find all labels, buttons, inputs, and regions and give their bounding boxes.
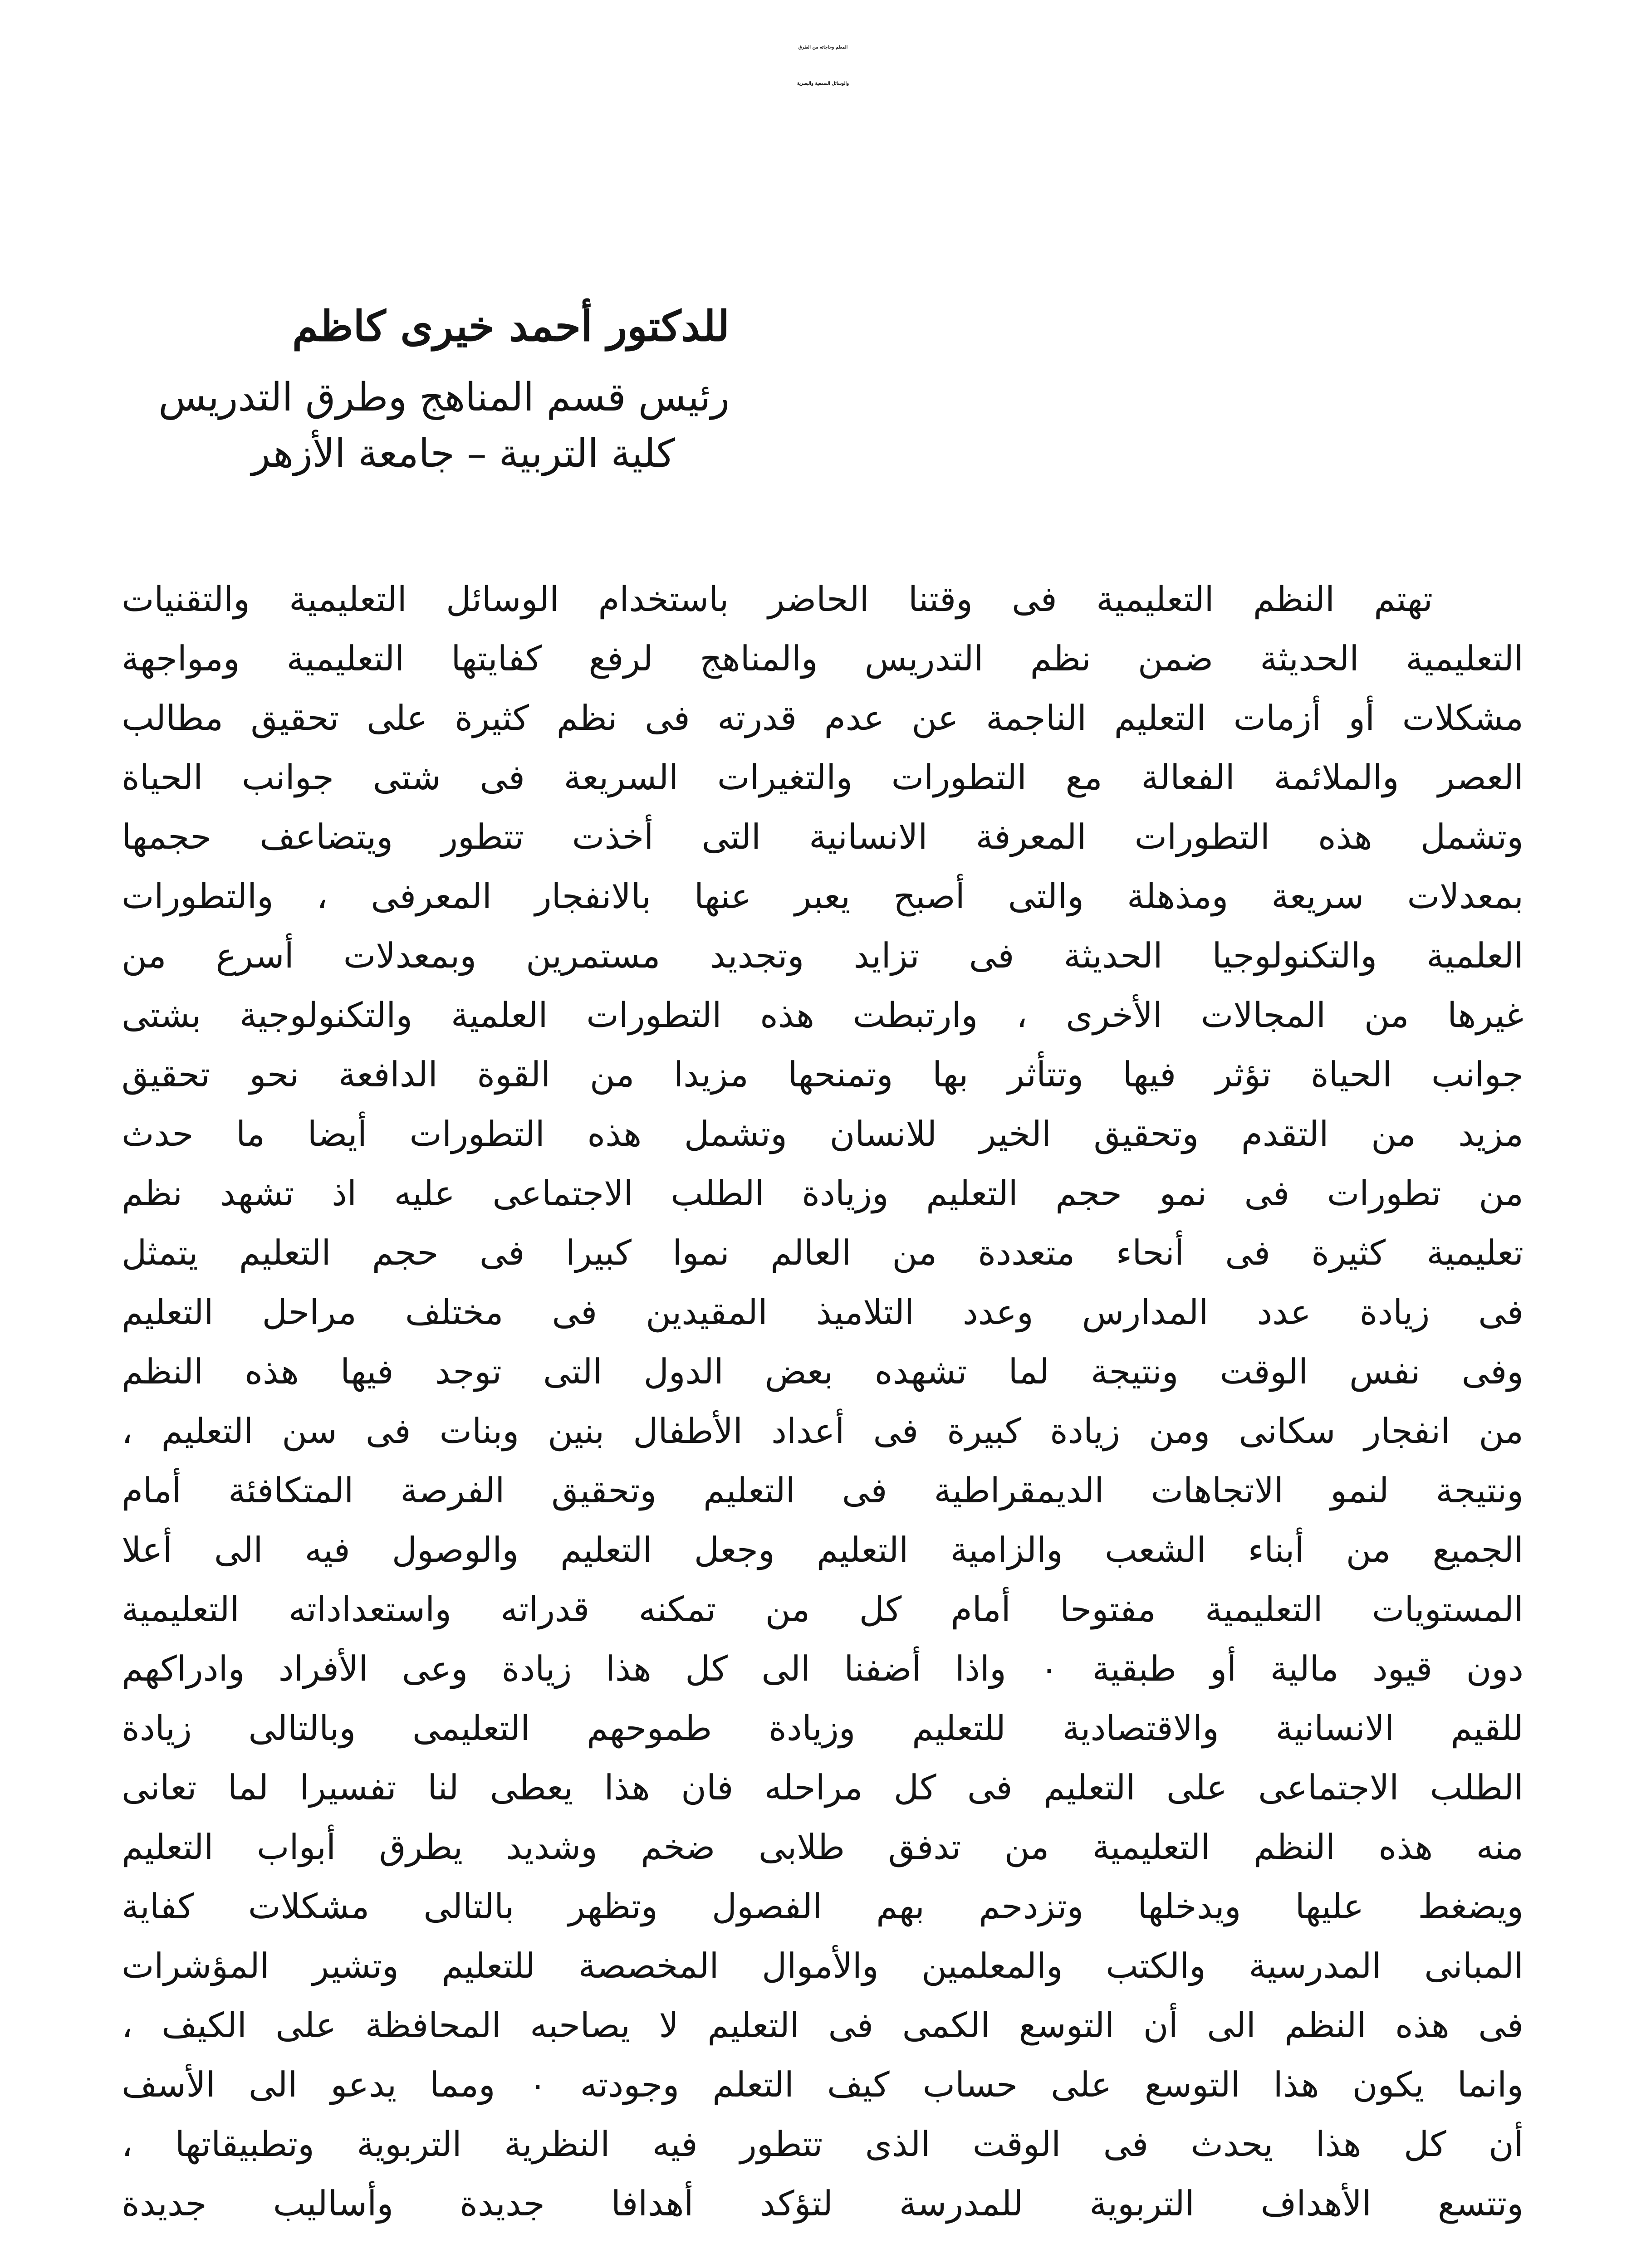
body-line: بمعدلات سريعة ومذهلة والتى أصبح يعبر عنها بالانفجار المعرفى ، والتطورات [122, 876, 1524, 916]
body-line: غيرها من المجالات الأخرى ، وارتبطت هذه التطورات العلمية والتكنولوجية بشتى [122, 995, 1524, 1035]
body-line: التعليمية الحديثة ضمن نظم التدريس والمناهج لرفع كفايتها التعليمية ومواجهة [122, 638, 1524, 679]
title-line-2: والوسائل السمعية والبصرية [797, 81, 849, 86]
body-line: العصر والملائمة الفعالة مع التطورات والتغيرات السريعة فى شتى جوانب الحياة [122, 757, 1524, 797]
body-line: ونتيجة لنمو الاتجاهات الديمقراطية فى التعليم وتحقيق الفرصة المتكافئة أمام [122, 1470, 1524, 1510]
body-text [122, 569, 1524, 2233]
title-line-1: المعلم وحاجاته من الطرق [798, 45, 848, 50]
body-line: وانما يكون هذا التوسع على حساب كيف التعلم وجودته ٠ ومما يدعو الى الأسف [122, 2064, 1524, 2105]
body-line: وتتسع الأهداف التربوية للمدرسة لتؤكد أهدافا جديدة وأساليب جديدة [122, 2183, 1524, 2224]
body-line: تعليمية كثيرة فى أنحاء متعددة من العالم نموا كبيرا فى حجم التعليم يتمثل [122, 1232, 1524, 1273]
body-line: الطلب الاجتماعى على التعليم فى كل مراحله فان هذا يعطى لنا تفسيرا لما تعانى [122, 1767, 1524, 1808]
body-line: الجميع من أبناء الشعب والزامية التعليم وجعل التعليم والوصول فيه الى أعلا [122, 1530, 1524, 1570]
body-line: جوانب الحياة تؤثر فيها وتتأثر بها وتمنحها مزيدا من القوة الدافعة نحو تحقيق [122, 1054, 1524, 1095]
body-line: مشكلات أو أزمات التعليم الناجمة عن عدم قدرته فى نظم كثيرة على تحقيق مطالب [122, 698, 1524, 738]
author-position: رئيس قسم المناهج وطرق التدريس [158, 374, 730, 420]
body-line: تهتم النظم التعليمية فى وقتنا الحاضر باستخدام الوسائل التعليمية والتقنيات [122, 579, 1433, 619]
body-line: دون قيود مالية أو طبقية ٠ واذا أضفنا الى كل هذا زيادة وعى الأفراد وادراكهم [122, 1648, 1524, 1689]
body-line: المبانى المدرسية والكتب والمعلمين والأموال المخصصة للتعليم وتشير المؤشرات [122, 1945, 1524, 1986]
body-line: وتشمل هذه التطورات المعرفة الانسانية التى أخذت تتطور ويتضاعف حجمها [122, 816, 1524, 857]
body-line: من تطورات فى نمو حجم التعليم وزيادة الطلب الاجتماعى عليه اذ تشهد نظم [122, 1173, 1524, 1213]
body-line: أن كل هذا يحدث فى الوقت الذى تتطور فيه النظرية التربوية وتطبيقاتها ، [122, 2124, 1524, 2164]
body-line: فى هذه النظم الى أن التوسع الكمى فى التعليم لا يصاحبه المحافظة على الكيف ، [122, 2005, 1524, 2045]
body-line: مزيد من التقدم وتحقيق الخير للانسان وتشمل هذه التطورات أيضا ما حدث [122, 1114, 1524, 1154]
body-line: فى زيادة عدد المدارس وعدد التلاميذ المقيدين فى مختلف مراحل التعليم [122, 1292, 1524, 1332]
body-line: العلمية والتكنولوجيا الحديثة فى تزايد وتجديد مستمرين وبمعدلات أسرع من [122, 935, 1524, 976]
author-institution: كلية التربية – جامعة الأزهر [251, 430, 675, 476]
author-byline [94, 299, 730, 481]
body-line: منه هذه النظم التعليمية من تدفق طلابى ضخم وشديد يطرق أبواب التعليم [122, 1827, 1524, 1867]
author-name: للدكتور أحمد خيرى كاظم [292, 302, 730, 351]
article-title [0, 32, 1646, 86]
body-line: ويضغط عليها ويدخلها وتزدحم بهم الفصول وتظهر بالتالى مشكلات كفاية [122, 1886, 1524, 1926]
body-line: المستويات التعليمية مفتوحا أمام كل من تمكنه قدراته واستعداداته التعليمية [122, 1589, 1524, 1629]
body-line: من انفجار سكانى ومن زيادة كبيرة فى أعداد الأطفال بنين وبنات فى سن التعليم ، [122, 1411, 1524, 1451]
body-line: للقيم الانسانية والاقتصادية للتعليم وزيادة طموحهم التعليمى وبالتالى زيادة [122, 1708, 1524, 1748]
body-line: وفى نفس الوقت ونتيجة لما تشهده بعض الدول التى توجد فيها هذه النظم [122, 1351, 1524, 1392]
